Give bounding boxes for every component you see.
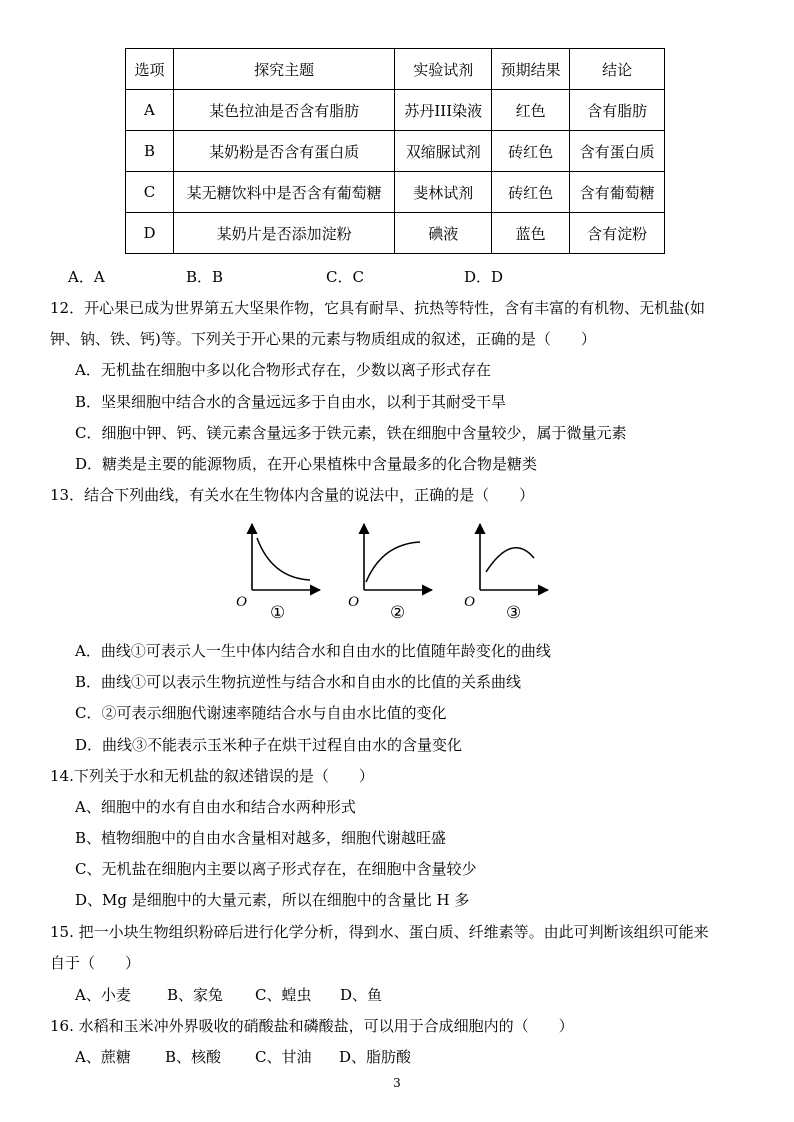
table-cell: 斐林试剂 xyxy=(395,172,492,213)
table-row xyxy=(126,131,665,172)
table-cell: 某色拉油是否含有脂肪 xyxy=(173,90,394,131)
q13-stem: 13．结合下列曲线，有关水在生物体内含量的说法中，正确的是（ ） xyxy=(50,486,535,504)
q12-stem-line1: 12．开心果已成为世界第五大坚果作物，它具有耐旱、抗热等特性，含有丰富的有机物、无机盐(如 xyxy=(50,299,705,317)
q16-option-a[interactable]: A、蔗糖 xyxy=(75,1048,131,1066)
table-cell: 含有淀粉 xyxy=(570,213,665,254)
table-cell: 含有蛋白质 xyxy=(570,131,665,172)
graph-2 xyxy=(348,524,432,623)
q15-option-b[interactable]: B、家兔 xyxy=(167,986,224,1004)
header-cell: 实验试剂 xyxy=(395,49,492,90)
table-cell: 碘液 xyxy=(395,213,492,254)
table-cell: 砖红色 xyxy=(492,131,570,172)
q13-option-b[interactable]: B．曲线①可以表示生物抗逆性与结合水和自由水的比值的关系曲线 xyxy=(75,673,522,691)
graph-3-origin: O xyxy=(464,594,475,610)
q15-option-a[interactable]: A、小麦 xyxy=(75,986,131,1004)
table-cell: 某无糖饮料中是否含有葡萄糖 xyxy=(173,172,394,213)
q15-options xyxy=(75,984,382,1006)
graph-3-curve xyxy=(486,548,534,572)
q16-stem: 16. 水稻和玉米冲外界吸收的硝酸盐和磷酸盐，可以用于合成细胞内的（ ） xyxy=(50,1017,574,1035)
q11-option-b[interactable]: B．B xyxy=(186,268,224,286)
table-cell: C xyxy=(126,172,174,213)
graph-2-label: ② xyxy=(390,603,406,623)
experiment-table xyxy=(125,48,665,254)
q16-option-d[interactable]: D、脂肪酸 xyxy=(339,1048,412,1066)
header-cell: 探究主题 xyxy=(173,49,394,90)
header-cell: 结论 xyxy=(570,49,665,90)
q14-option-d[interactable]: D、Mg 是细胞中的大量元素，所以在细胞中的含量比 H 多 xyxy=(75,891,470,909)
q11-options xyxy=(68,266,503,288)
table-header-row xyxy=(126,49,665,90)
table-cell: 含有脂肪 xyxy=(570,90,665,131)
graph-2-curve xyxy=(366,542,420,582)
q11-option-a[interactable]: A．A xyxy=(68,268,105,286)
table-row xyxy=(126,213,665,254)
q12-option-c[interactable]: C．细胞中钾、钙、镁元素含量远多于铁元素，铁在细胞中含量较少，属于微量元素 xyxy=(75,424,627,442)
q15-option-c[interactable]: C、蝗虫 xyxy=(255,986,312,1004)
q14-stem: 14.下列关于水和无机盐的叙述错误的是（ ） xyxy=(50,767,374,785)
graph-1-origin: O xyxy=(236,594,247,610)
q11-option-c[interactable]: C．C xyxy=(326,268,364,286)
q16-options xyxy=(75,1046,411,1068)
q15-option-d[interactable]: D、鱼 xyxy=(340,986,383,1004)
q14-option-c[interactable]: C、无机盐在细胞内主要以离子形式存在，在细胞中含量较少 xyxy=(75,860,477,878)
q13-option-a[interactable]: A．曲线①可表示人一生中体内结合水和自由水的比值随年龄变化的曲线 xyxy=(75,642,551,660)
graph-2-origin: O xyxy=(348,594,359,610)
table-cell: 双缩脲试剂 xyxy=(395,131,492,172)
q12-stem-line2: 钾、钠、铁、钙)等。下列关于开心果的元素与物质组成的叙述，正确的是（ ） xyxy=(50,330,596,348)
header-cell: 选项 xyxy=(126,49,174,90)
q16-option-b[interactable]: B、核酸 xyxy=(165,1048,222,1066)
table-row xyxy=(126,172,665,213)
graph-3-label: ③ xyxy=(506,603,522,623)
table-cell: 砖红色 xyxy=(492,172,570,213)
table-cell: B xyxy=(126,131,174,172)
q14-option-a[interactable]: A、细胞中的水有自由水和结合水两种形式 xyxy=(75,798,356,816)
q13-option-c[interactable]: C．②可表示细胞代谢速率随结合水与自由水比值的变化 xyxy=(75,704,447,722)
q16-option-c[interactable]: C、甘油 xyxy=(255,1048,312,1066)
q12-option-a[interactable]: A．无机盐在细胞中多以化合物形式存在，少数以离子形式存在 xyxy=(75,361,491,379)
header-cell: 预期结果 xyxy=(492,49,570,90)
table-cell: 某奶粉是否含有蛋白质 xyxy=(173,131,394,172)
table-cell: 红色 xyxy=(492,90,570,131)
table-cell: A xyxy=(126,90,174,131)
q12-option-b[interactable]: B．坚果细胞中结合水的含量远远多于自由水，以利于其耐受干旱 xyxy=(75,393,507,411)
graph-1-label: ① xyxy=(270,603,286,623)
table-cell: 含有葡萄糖 xyxy=(570,172,665,213)
graph-3 xyxy=(464,524,548,623)
graph-1-curve xyxy=(257,538,310,580)
q12-option-d[interactable]: D．糖类是主要的能源物质，在开心果植株中含量最多的化合物是糖类 xyxy=(75,455,538,473)
q15-stem-line1: 15. 把一小块生物组织粉碎后进行化学分析，得到水、蛋白质、纤维素等。由此可判断该组织可能来 xyxy=(50,923,709,941)
q15-stem-line2: 自于（ ） xyxy=(50,954,141,972)
graph-1 xyxy=(236,524,320,623)
q14-option-b[interactable]: B、植物细胞中的自由水含量相对越多，细胞代谢越旺盛 xyxy=(75,829,447,847)
page-number: 3 xyxy=(393,1076,401,1090)
q13-curve-graphs xyxy=(232,520,562,630)
table-row xyxy=(126,90,665,131)
table-cell: 苏丹III染液 xyxy=(395,90,492,131)
table-cell: 某奶片是否添加淀粉 xyxy=(173,213,394,254)
q13-option-d[interactable]: D．曲线③不能表示玉米种子在烘干过程自由水的含量变化 xyxy=(75,736,463,754)
q11-option-d[interactable]: D．D xyxy=(464,268,504,286)
table-cell: D xyxy=(126,213,174,254)
table-cell: 蓝色 xyxy=(492,213,570,254)
